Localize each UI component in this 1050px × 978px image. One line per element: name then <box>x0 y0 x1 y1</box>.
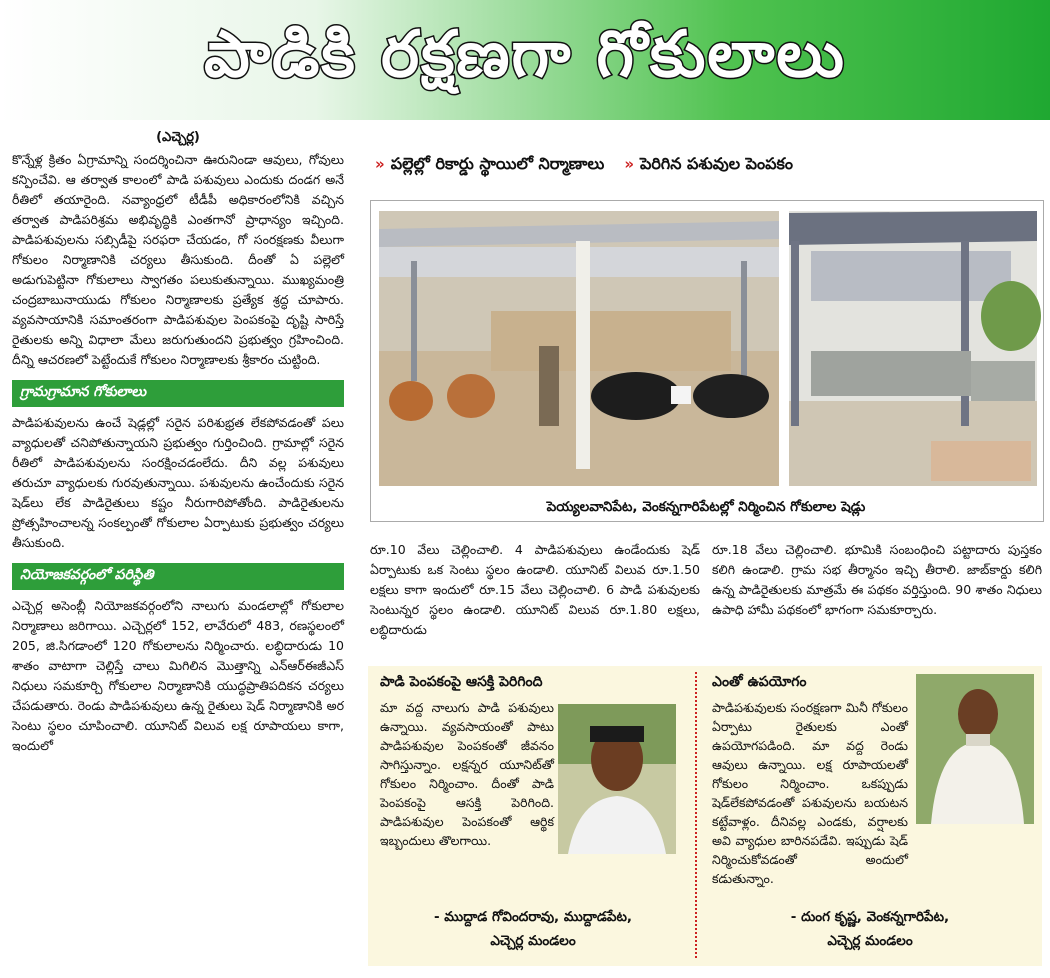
intro-paragraph: కొన్నేళ్ల క్రితం ఏగ్రామాన్ని సందర్శించినా ఊరునిండా ఆవులు, గోవులు కన్పించేవి. ఆ తర్వాత కాలంలో పాడి పశువులు ఎందుకు దండగ అనే రీతిలో తయారైంది. నవ్యాంధ్రలో టీడీపీ అధికారంలోనికి వచ్చిన తర్వాత పాడిపరిశ్రమ అభివృద్ధికి ఎంతగానో ప్రాధాన్యం ఇచ్చింది. పాడిపశువులను సబ్సిడీపై సరఫరా చేయడం, గో సంరక్షణకు వీలుగా గోకులం నిర్మాణానికి చర్యలు తీసుకుంది. దీంతో ఏ పల్లెలో అడుగుపెట్టినా గోకులాలు స్వాగతం పలుకుతున్నాయి. ముఖ్యమంత్రి చంద్రబాబునాయుడు గోకులం నిర్మాణాలకు ప్రత్యేక శ్రద్ధ చూపారు. వ్యవసాయానికి సమాంతరంగా పాడిపశువుల పెంపకంపై దృష్టి సారిస్తే రైతులకు అన్ని విధాలా మేలు జరుగుతుందని ప్రభుత్వం గ్రహించింది. దీన్ని ఆచరణలో పెట్టేందుకే గోకులం నిర్మాణాలకు శ్రీకారం చుట్టింది. <box>12 152 344 367</box>
highlight-item <box>375 154 604 177</box>
section2-text: ఎచ్చెర్ల అసెంబ్లీ నియోజకవర్గంలోని నాలుగు మండలాల్లో గోకులాల నిర్మాణాలు జరిగాయి. ఎచ్చెర్లలో 152, లావేరులో 483, రణస్థలంలో 205, జి.సిగడాంలో 120 గోకులాలను నిర్మించారు. లబ్ధిదారుడు 10 శాతం వాటాగా చెల్లిస్తే చాలు మిగిలిన మొత్తాన్ని ఎన్‌ఆర్‌ఈజీఎస్ నిధులు సమకూర్చి గోకులాల నిర్మాణానికి యుద్ధప్రాతిపదికన చర్యలు చేపడుతారు. రెండు పాడిపశువులు ఉన్న రైతులు షెడ్ నిర్మాణానికి అర సెంటు స్థలం చూపించాలి. యూనిట్ విలువ లక్ష రూపాయలు కాగా, ఇందులో <box>12 598 344 753</box>
headline: పాడికి రక్షణగా గోకులాలు <box>204 18 846 92</box>
shed-photos <box>371 201 1043 491</box>
middle-text-right: రూ.18 వేలు చెల్లించాలి. భూమికి సంబంధించి పట్టాదారు పుస్తకం కలిగి ఉండాలి. గ్రామ సభ తీర్మానం ఇచ్చి తీరాలి. జాబ్‌కార్డు కలిగి ఉన్న పాడిరైతులకు మాత్రమే ఈ పథకం వర్తిస్తుంది. 90 శాతం నిధులు ఉపాధి హామీ పథకంలో భాగంగా సమకూర్చారు. <box>712 542 1042 617</box>
testimonial-2 <box>712 674 912 693</box>
testimonial-1-title: పాడి పెంపకంపై ఆసక్తి పెరిగింది <box>380 674 543 690</box>
photo-frame <box>370 200 1044 522</box>
middle-text-left: రూ.10 వేలు చెల్లించాలి. 4 పాడిపశువులు ఉండేందుకు షెడ్ ఏర్పాటుకు ఒక సెంటు స్థలం ఉండాలి. యూనిట్ విలువ రూ.1.50 లక్షలు కాగా ఇందులో రూ.15 వేలు చెల్లించాలి. 6 పాడి పశువులకు సెంటున్నర స్థలం ఉండాలి. యూనిట్ విలువ రూ.1.80 లక్షలు, లబ్ధిదారుడు <box>370 542 700 637</box>
testimonial-2-text: పాడిపశువులకు సంరక్షణగా మినీ గోకులం ఏర్పాటు రైతులకు ఎంతో ఉపయోగపడింది. మా వద్ద రెండు ఆవులు ఉన్నాయి. లక్ష రూపాయలతో గోకులం నిర్మించాం. ఒకప్పుడు షెడ్‌లేకపోవడంతో పశువులను బయటన కట్టేవాళ్లం. దీనివల్ల ఎండకు, వర్షాలకు అవి వ్యాధుల బారినపడేవి. ఇప్పుడు షెడ్ నిర్మించుకోవడంతో అందులో కడుతున్నాం. <box>712 700 908 886</box>
portrait-photo-2 <box>916 674 1034 824</box>
highlight-label: పల్లెల్లో రికార్డు స్థాయిలో నిర్మాణాలు <box>390 153 605 173</box>
testimonial-1-signature: - ముద్దాడ గోవిందరావు, ముద్దాడపేట, <box>433 909 633 925</box>
testimonial-2-signature: - దుంగ కృష్ణ, వెంకన్నగారిపేట, <box>790 909 950 925</box>
testimonial-divider <box>695 672 697 958</box>
testimonial-1-text: మా వద్ద నాలుగు పాడి పశువులు ఉన్నాయి. వ్యవసాయంతో పాటు పాడిపశువుల పెంపకంతో జీవనం సాగిస్తున్నాం. లక్షన్నర యూనిట్‌తో గోకులం నిర్మించాం. దీంతో పాడి పెంపకంపై ఆసక్తి పెరిగింది. పాడిపశువుల పెంపకంతో ఆర్థిక ఇబ్బందులు తొలగాయి. <box>380 700 554 848</box>
highlight-label: పెరిగిన పశువుల పెంపకం <box>640 153 793 173</box>
shed-photo-right <box>789 211 1041 486</box>
shed-photo-left <box>379 211 779 486</box>
highlights-bar <box>375 150 1040 180</box>
testimonial-2-mandal: ఎచ్చెర్ల మండలం <box>827 933 913 949</box>
left-column <box>12 130 344 756</box>
highlight-item <box>624 154 793 177</box>
headline-banner <box>0 0 1050 120</box>
double-arrow-icon: » <box>375 154 385 173</box>
section2-heading: నియోజకవర్గంలో పరిస్థితి <box>12 563 344 590</box>
section1-heading: గ్రామగ్రామాన గోకులాలు <box>12 380 344 407</box>
testimonials-panel <box>368 666 1042 966</box>
testimonial-1 <box>380 674 688 693</box>
testimonial-1-mandal: ఎచ్చెర్ల మండలం <box>490 933 576 949</box>
portrait-image <box>558 704 676 854</box>
portrait-photo-1 <box>558 704 676 854</box>
photo-caption: పెయ్యలవానిపేట, వెంకన్నగారిపేటల్లో నిర్మించిన గోకులాల షెడ్లు <box>546 499 866 515</box>
byline: (ఎచ్చెర్ల) <box>156 130 200 145</box>
section1-text: పాడిపశువులను ఉంచే షెడ్లల్లో సరైన పరిశుభ్రత లేకపోవడంతో పలు వ్యాధులతో చనిపోతున్నాయని ప్రభుత్వం గుర్తించింది. గ్రామాల్లో సరైన రీతిలో పాడిపశువులను సంరక్షించడంలేదు. దీని వల్ల పశువులు తరుచూ వ్యాధులకు గురవుతున్నాయి. పశువులను ఉంచేందుకు సరైన షెడ్‌లు లేక పాడిరైతులు కష్టం నీరుగారిపోతోంది. పాడిరైతులను ప్రోత్సహించాలన్న సంకల్పంతో గోకులాల ఏర్పాటుకు ప్రభుత్వం చర్యలు తీసుకుంది. <box>12 415 344 550</box>
double-arrow-icon: » <box>624 154 635 173</box>
portrait-image <box>916 674 1034 824</box>
testimonial-2-title: ఎంతో ఉపయోగం <box>712 674 807 690</box>
